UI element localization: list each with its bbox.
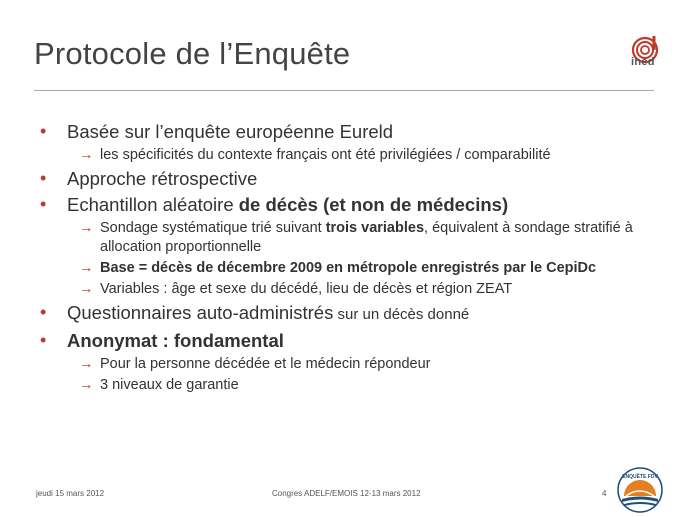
arrow-icon: → <box>79 220 94 236</box>
arrow-icon: → <box>79 377 94 393</box>
sub-bullet-item: → Variables : âge et sexe du décédé, lieu de décès et région ZEAT <box>79 281 513 297</box>
footer-date: jeudi 15 mars 2012 <box>36 489 105 498</box>
slide-content <box>40 120 655 397</box>
sub-bullet-item: → Pour la personne décédée et le médecin répondeur <box>79 356 431 372</box>
sub-bullet-item: → Base = décès de décembre 2009 en métropole enregistrés par le CepiDc <box>79 260 597 276</box>
bullet-item: • Basée sur l’enquête européenne Eureld <box>40 120 655 143</box>
bullet-item: • Anonymat : fondamental <box>40 329 655 352</box>
sub-bullet-item: → les spécificités du contexte français ont été privilégiées / comparabilité <box>79 147 551 163</box>
sub-bullet-item: → 3 niveaux de garantie <box>79 377 239 393</box>
arrow-icon: → <box>79 356 94 372</box>
arrow-icon: → <box>79 281 94 297</box>
badge-text: ENQUÊTE FDV <box>622 474 658 480</box>
bullet-item: • Questionnaires auto-administrés sur un décès donné <box>40 301 655 326</box>
arrow-icon: → <box>79 260 94 276</box>
title-divider <box>34 90 654 91</box>
bullet-item: • Approche rétrospective <box>40 167 655 190</box>
bullet-item: • Echantillon aléatoire de décès (et non de médecins) <box>40 193 655 216</box>
arrow-icon: → <box>79 147 94 163</box>
footer-conference: Congres ADELF/EMOIS 12-13 mars 2012 <box>272 489 421 498</box>
slide-title: Protocole de l’Enquête <box>34 36 351 71</box>
ined-logo-text: ined <box>631 56 655 68</box>
enquete-fdv-badge-icon <box>616 466 664 514</box>
page-number: 4 <box>602 489 607 498</box>
sub-bullet-item: → Sondage systématique trié suivant trois variables, équivalent à sondage stratifié à allocation proportionnelle <box>79 220 633 255</box>
